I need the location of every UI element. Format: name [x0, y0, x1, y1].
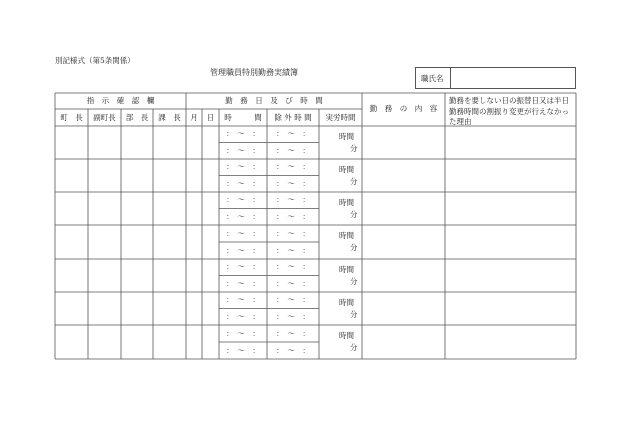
actual-hours-unit: 時間	[339, 198, 354, 207]
form-reference: 別記様式（第5条関係）	[55, 56, 135, 65]
approval-group-header: 指 示 確 認 欄	[86, 96, 155, 105]
name-label: 職氏名	[421, 74, 444, 83]
actual-minutes-unit: 分	[350, 144, 358, 153]
excluded-range-end[interactable]: ： ～ ：	[276, 178, 310, 188]
time-range-start[interactable]: ： ～ ：	[226, 262, 260, 272]
actual-hours-unit: 時間	[339, 132, 354, 141]
actual-minutes-unit: 分	[350, 177, 358, 186]
reason-header: 勤務を要しない日の振替日又は半日勤務時間の割振り変更が行えなかった理由	[449, 96, 569, 126]
time-range-start[interactable]: ： ～ ：	[226, 129, 260, 139]
actual-hours-unit: 時間	[339, 231, 354, 240]
day-header: 日	[206, 113, 215, 122]
excluded-range-start[interactable]: ： ～ ：	[276, 162, 310, 172]
time-range-end[interactable]: ： ～ ：	[226, 278, 260, 288]
time-range-end[interactable]: ： ～ ：	[226, 245, 260, 255]
actual-hours-unit: 時間	[339, 331, 354, 340]
time-range-end[interactable]: ： ～ ：	[226, 178, 260, 188]
time-range-start[interactable]: ： ～ ：	[226, 195, 260, 205]
excluded-range-end[interactable]: ： ～ ：	[276, 278, 310, 288]
actual-hours-unit: 時間	[339, 265, 354, 274]
excluded-range-start[interactable]: ： ～ ：	[276, 295, 310, 305]
excluded-range-start[interactable]: ： ～ ：	[276, 195, 310, 205]
worktime-group-header: 勤 務 日 及 び 時 間	[225, 96, 323, 105]
month-header: 月	[190, 113, 198, 122]
excluded-range-end[interactable]: ： ～ ：	[276, 311, 310, 321]
excluded-range-end[interactable]: ： ～ ：	[276, 245, 310, 255]
time-range-end[interactable]: ： ～ ：	[226, 211, 260, 221]
excluded-range-start[interactable]: ： ～ ：	[276, 328, 310, 338]
time-range-start[interactable]: ： ～ ：	[226, 328, 260, 338]
approver-header-mayor: 町 長	[60, 113, 83, 122]
time-range-start[interactable]: ： ～ ：	[226, 162, 260, 172]
excluded-range-start[interactable]: ： ～ ：	[276, 129, 310, 139]
actual-minutes-unit: 分	[350, 277, 358, 286]
time-range-start[interactable]: ： ～ ：	[226, 295, 260, 305]
excluded-range-start[interactable]: ： ～ ：	[276, 228, 310, 238]
approver-header-section-chief: 課 長	[158, 113, 181, 122]
excluded-time-header: 除 外 時 間	[274, 113, 312, 122]
excluded-range-end[interactable]: ： ～ ：	[276, 145, 310, 155]
actual-hours-unit: 時間	[339, 298, 354, 307]
actual-minutes-unit: 分	[350, 243, 358, 252]
time-header: 時 間	[224, 113, 262, 122]
actual-minutes-unit: 分	[350, 310, 358, 319]
actual-time-header: 実労時間	[325, 113, 356, 122]
excluded-range-end[interactable]: ： ～ ：	[276, 345, 310, 355]
excluded-range-end[interactable]: ： ～ ：	[276, 211, 310, 221]
time-range-end[interactable]: ： ～ ：	[226, 345, 260, 355]
excluded-range-start[interactable]: ： ～ ：	[276, 262, 310, 272]
approver-header-deputy-mayor: 副町長	[93, 113, 116, 122]
actual-minutes-unit: 分	[350, 210, 358, 219]
content-header: 勤 務 の 内 容	[369, 104, 438, 113]
actual-hours-unit: 時間	[339, 165, 354, 174]
actual-minutes-unit: 分	[350, 343, 358, 352]
time-range-end[interactable]: ： ～ ：	[226, 145, 260, 155]
time-range-end[interactable]: ： ～ ：	[226, 311, 260, 321]
time-range-start[interactable]: ： ～ ：	[226, 228, 260, 238]
form-title: 管理職員特別勤務実績簿	[210, 68, 298, 77]
approver-header-department-head: 部 長	[125, 113, 149, 122]
